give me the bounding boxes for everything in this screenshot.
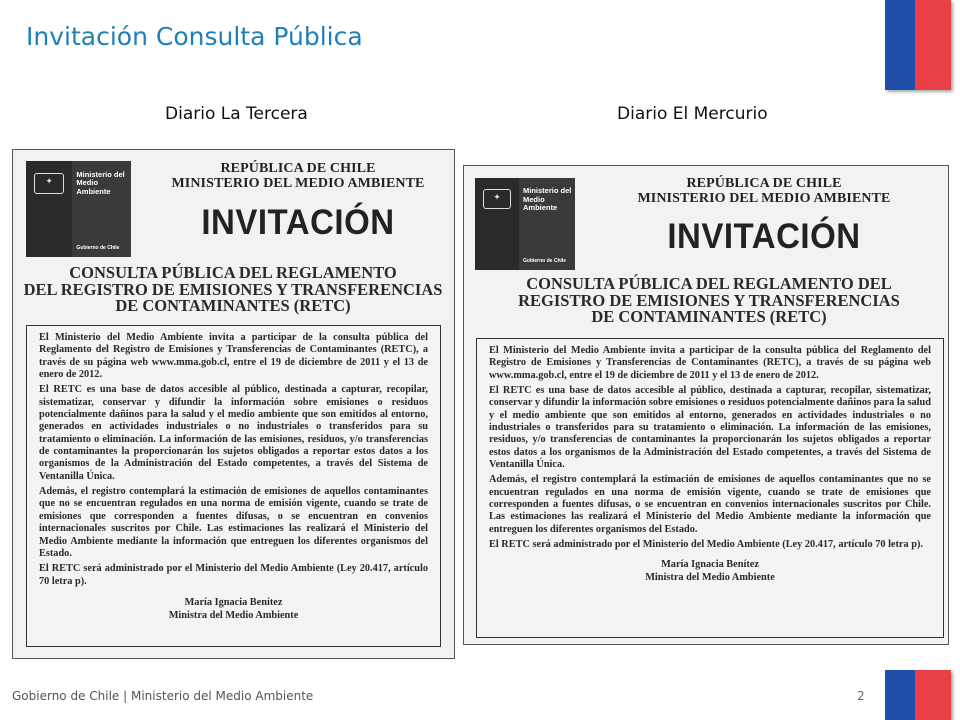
header-republic: REPÚBLICA DE CHILE [686, 176, 842, 191]
signer-title: Ministra del Medio Ambiente [645, 571, 775, 583]
flag-red-stripe [915, 670, 951, 720]
subject-line-3: DE CONTAMINANTES (RETC) [115, 296, 351, 315]
signer-name: María Ignacia Benítez [661, 558, 759, 570]
paragraph-2: El RETC es una base de datos accesible al público, destinada a capturar, recopilar, sistematizar, conservar y difundir la información sobre emisiones o residuos potencialmente dañinos para la salud y el medio ambiente que son emitidos al entorno, generados en actividades industriales o no industriales o transferidos para su tratamiento o eliminación. La información de las emisiones, residuos, y/o transferencias de contaminantes la proporcionarán los sujetos obligados a reportar estos datos a los organismos de la Administración del Estado competentes, a través del Sistema de Ventanilla Única. [39, 384, 428, 482]
subject-line-1: CONSULTA PÚBLICA DEL REGLAMENTO DEL [526, 274, 892, 293]
logo-government-text: Gobierno de Chile [523, 258, 567, 265]
signer-title: Ministra del Medio Ambiente [168, 610, 299, 622]
page-number: 2 [857, 689, 865, 703]
header-invitation: INVITACIÓN [667, 215, 861, 256]
ministry-logo [26, 161, 131, 257]
slide-title: Invitación Consulta Pública [26, 22, 363, 51]
flag-blue-stripe [885, 670, 915, 720]
paragraph-3: Además, el registro contemplará la estimación de emisiones de aquellos contaminantes que no se encuentran regulados en una norma de emisión vigente, cuando se trate de emisiones que corresponden a fuentes difusas, o se encuentran en convenios internacionales suscritos por Chile. Las estimaciones las realizará el Ministerio del Medio Ambiente mediante la información que entreguen los diferentes organismos del Estado. [489, 474, 931, 535]
subject-line-2: DEL REGISTRO DE EMISIONES Y TRANSFERENCIAS [23, 279, 443, 299]
header-invitation: INVITACIÓN [201, 201, 395, 242]
flag-blue-stripe [885, 0, 915, 90]
paragraph-4: El RETC será administrado por el Ministerio del Medio Ambiente (Ley 20.417, artículo 70 letra p). [39, 563, 428, 587]
paragraph-1: El Ministerio del Medio Ambiente invita a participar de la consulta pública del Reglamento del Registro de Emisiones y Transferencias de Contaminantes (RETC), a través de su página web www.mma.gob.cl, entre el 19 de diciembre de 2011 y el 13 de enero de 2012. [39, 332, 428, 381]
subject-line-2: REGISTRO DE EMISIONES Y TRANSFERENCIAS [518, 290, 900, 310]
caption-el-mercurio: Diario El Mercurio [617, 104, 768, 124]
caption-la-tercera: Diario La Tercera [165, 104, 308, 124]
signature-block [39, 596, 428, 623]
notice-body [26, 325, 441, 647]
header-ministry: MINISTERIO DEL MEDIO AMBIENTE [171, 176, 425, 191]
notice-body [476, 338, 944, 638]
chile-flag-top-icon [885, 0, 951, 90]
flag-red-stripe [915, 0, 951, 90]
subject-line-3: DE CONTAMINANTES (RETC) [591, 307, 827, 326]
footer-organization: Gobierno de Chile | Ministerio del Medio Ambiente [12, 689, 314, 703]
logo-government-text: Gobierno de Chile [76, 245, 120, 252]
coat-of-arms-icon: ✦ [483, 189, 511, 209]
newspaper-clipping-la-tercera [12, 149, 455, 659]
notice-subject [23, 265, 443, 315]
newspaper-clipping-el-mercurio [463, 165, 949, 645]
paragraph-4: El RETC será administrado por el Ministerio del Medio Ambiente (Ley 20.417, artículo 70 letra p). [489, 539, 923, 551]
paragraph-3: Además, el registro contemplará la estimación de emisiones de aquellos contaminantes que no se encuentran regulados en una norma de emisión vigente, cuando se trate de emisiones que corresponden a fuentes difusas, o se encuentran en convenios internacionales suscritos por Chile. Las estimaciones las realizará el Ministerio del Medio Ambiente mediante la información que entreguen los diferentes organismos del Estado. [39, 486, 428, 559]
paragraph-2: El RETC es una base de datos accesible al público, destinada a capturar, recopilar, sistematizar, conservar y difundir la información sobre emisiones o residuos potencialmente dañinos para la salud y el medio ambiente que son emitidos al entorno, generados en actividades industriales o no industriales o transferidos para su tratamiento o eliminación. La información de las emisiones, residuos, y/o transferencias de contaminantes la proporcionarán los sujetos obligados a reportar estos datos a los organismos de la Administración del Estado competentes, a través del Sistema de Ventanilla Única. [489, 385, 931, 471]
header-ministry: MINISTERIO DEL MEDIO AMBIENTE [637, 191, 891, 206]
signer-name: María Ignacia Benítez [184, 596, 283, 608]
signature-block [489, 558, 931, 585]
notice-subject [484, 276, 934, 326]
ministry-logo [475, 178, 575, 270]
paragraph-1: El Ministerio del Medio Ambiente invita a participar de la consulta pública del Reglamento del Registro de Emisiones y Transferencias de Contaminantes (RETC), a través de su página web www.mma.gob.cl, entre el 19 de diciembre de 2011 y el 13 de enero de 2012. [489, 345, 931, 381]
logo-ministry-text: Ministerio del Medio Ambiente [76, 169, 125, 196]
chile-flag-bottom-icon [885, 670, 951, 720]
logo-ministry-text: Ministerio del Medio Ambiente [523, 186, 572, 213]
subject-line-1: CONSULTA PÚBLICA DEL REGLAMENTO [69, 263, 397, 282]
header-republic: REPÚBLICA DE CHILE [220, 161, 376, 176]
coat-of-arms-icon: ✦ [34, 173, 63, 194]
